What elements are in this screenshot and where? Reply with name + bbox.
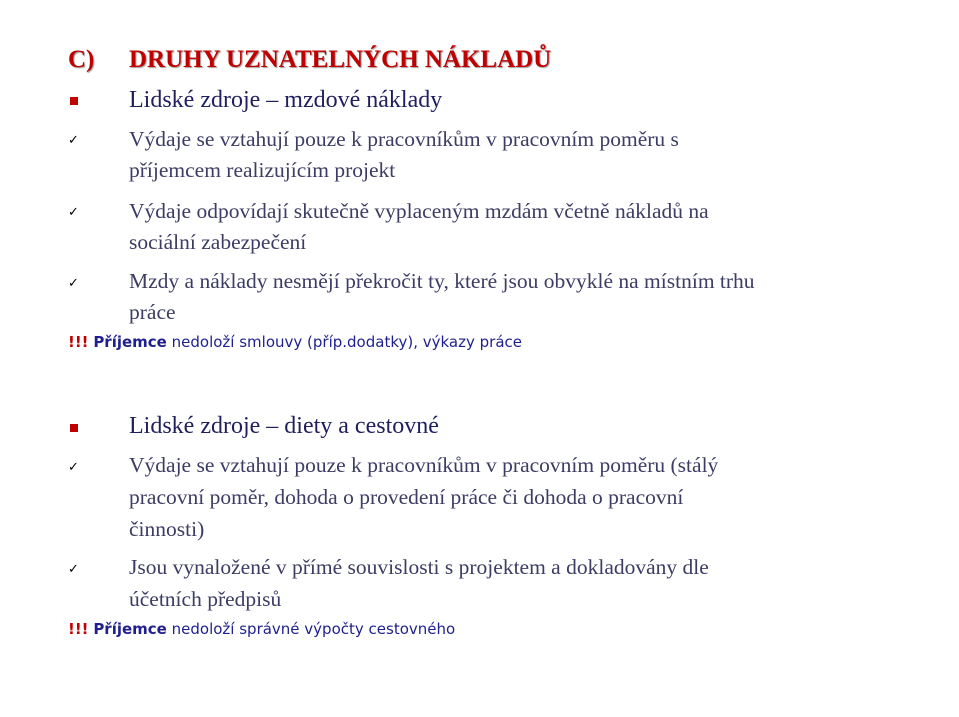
section1-item3-line2: práce <box>129 300 176 324</box>
note-text: nedoloží správné výpočty cestovného <box>171 620 456 638</box>
page-title: DRUHY UZNATELNÝCH NÁKLADŮ <box>129 46 552 73</box>
section2-item1-line1: Výdaje se vztahují pouze k pracovníkům v pracovním poměru (stálý <box>129 453 719 477</box>
exclamation-icon: !!! <box>68 333 89 351</box>
square-bullet-icon <box>70 97 78 105</box>
section1-heading: Lidské zdroje – mzdové náklady <box>129 87 443 113</box>
checkmark-icon: ✓ <box>68 205 79 220</box>
section2-heading: Lidské zdroje – diety a cestovné <box>129 413 439 439</box>
checkmark-icon: ✓ <box>68 133 79 148</box>
title-letter: C) <box>68 46 95 73</box>
section2-item1-line2: pracovní poměr, dohoda o provedení práce či dohoda o pracovní <box>129 485 684 509</box>
section1-note <box>68 333 522 351</box>
checkmark-icon: ✓ <box>68 460 79 475</box>
square-bullet-icon <box>70 424 78 432</box>
note-subject: Příjemce <box>93 333 167 351</box>
section1-item1-line2: příjemcem realizujícím projekt <box>129 158 396 182</box>
exclamation-icon: !!! <box>68 620 89 638</box>
section2-item2-line2: účetních předpisů <box>129 587 282 611</box>
section2-note <box>68 620 455 638</box>
note-text: nedoloží smlouvy (příp.dodatky), výkazy práce <box>171 333 522 351</box>
checkmark-icon: ✓ <box>68 562 79 577</box>
checkmark-icon: ✓ <box>68 276 79 291</box>
section1-item2-line2: sociální zabezpečení <box>129 230 307 254</box>
section1-item3-line1: Mzdy a náklady nesmějí překročit ty, které jsou obvyklé na místním trhu <box>129 269 755 293</box>
note-subject: Příjemce <box>93 620 167 638</box>
section2-item2-line1: Jsou vynaložené v přímé souvislosti s projektem a dokladovány dle <box>129 555 709 579</box>
section1-item2-line1: Výdaje odpovídají skutečně vyplaceným mzdám včetně nákladů na <box>129 199 709 223</box>
section1-item1-line1: Výdaje se vztahují pouze k pracovníkům v pracovním poměru s <box>129 127 679 151</box>
section2-item1-line3: činnosti) <box>129 517 205 541</box>
